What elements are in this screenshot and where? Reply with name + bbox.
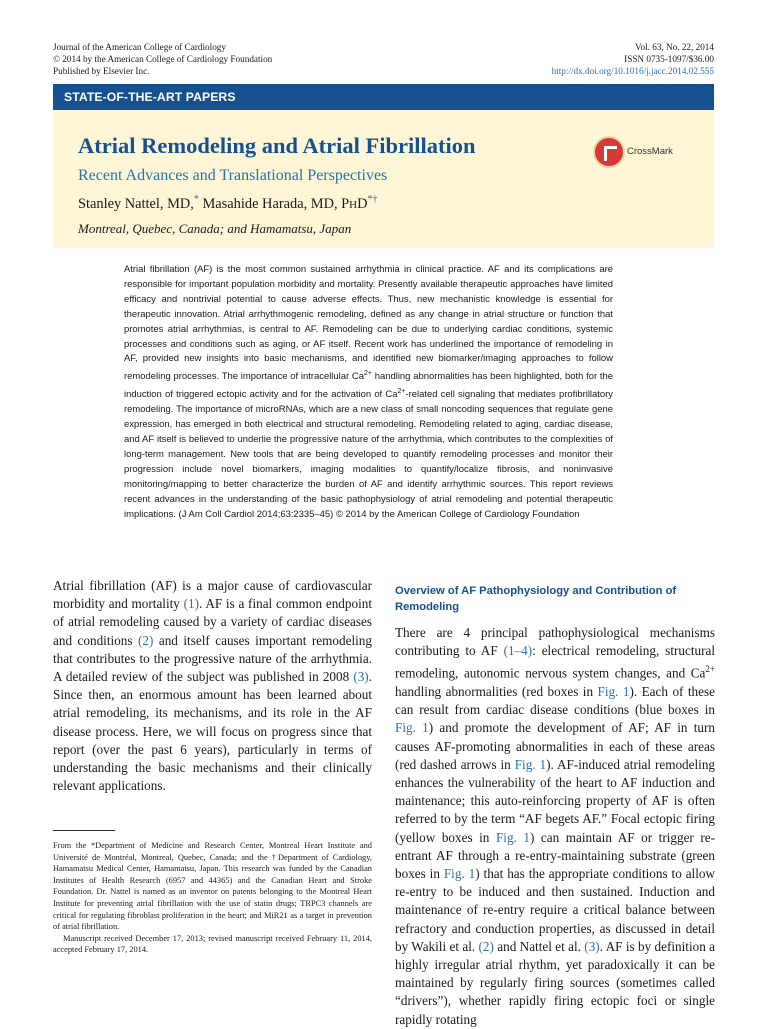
- figure-link[interactable]: Fig. 1: [514, 756, 547, 772]
- doi-link[interactable]: http://dx.doi.org/10.1016/j.jacc.2014.02.555: [551, 66, 714, 77]
- abstract-text-1: Atrial fibrillation (AF) is the most common sustained arrhythmia in clinical practice. AF and its complications are responsible for important population morbidity and mortality. Presently available therapeutic approaches have limited efficacy and nontrivial potential to cause adverse effects. Thus, new mechanistic knowledge is essential for therapeutic innovation. Atrial arrhythmogenic remodeling, defined as any change in atrial structure or function that promotes atrial arrhythmias, is central to AF. Remodeling can be due to underlying cardiac conditions, systemic processes and conditions such as aging, or AF itself. Recent work has underlined the importance of remodeling in AF, provided new insights into basic mechanisms, and identified new biomarker/imaging approaches to follow remodeling processes. The importance of intracellular Ca: [124, 264, 613, 383]
- intro-text-4: . Since then, an enormous amount has been learned about atrial remodeling, its mechanisms, and its role in the AF disease process. Here, we will focus on progress since that report (over the past 6 years), particularly in terms of understanding the basic mechanisms and their clinically relevant applications.: [53, 669, 372, 794]
- affiliation-line: Montreal, Quebec, Canada; and Hamamatsu, Japan: [78, 221, 352, 236]
- crossmark-label: CrossMark: [627, 146, 673, 157]
- abstract-citation: (J Am Coll Cardiol 2014;63:2335–45) © 2014 by the American College of Cardiology Foundation: [175, 508, 580, 520]
- section-text-9: and Nattel et al.: [493, 938, 585, 954]
- title-box: [53, 110, 714, 248]
- publisher-line: Published by Elsevier Inc.: [53, 66, 150, 77]
- section-text-10: . AF is by definition a highly irregular atrial rhythm, yet paradoxically it can be maintained by regularly firing sources (sometimes called “drivers”), whether rapidly firing ectopic foci or single rapidly rotating: [395, 938, 716, 1027]
- section-text-6: ). AF-induced atrial remodeling enhances the vulnerability of the heart to AF induction and maintenance; this auto-reinforcing property of AF is often referred to by the term “AF begets AF.” Focal ectopic firing (yellow boxes in: [395, 756, 716, 845]
- ref-link[interactable]: (3): [584, 938, 600, 954]
- ref-link[interactable]: (2): [137, 632, 154, 648]
- abstract-sup-2: 2+: [397, 388, 406, 396]
- ref-link[interactable]: (1–4): [503, 643, 533, 659]
- article-subtitle: Recent Advances and Translational Perspectives: [78, 167, 388, 184]
- section-text-8: ) that has the appropriate conditions to allow re-entry to be induced and then sustained. Induction and maintenance of re-entry require a critical balance between refractory and conduction properties, as discussed in detail by Wakili et al.: [395, 866, 715, 954]
- issue-info: [552, 41, 714, 78]
- article-title: Atrial Remodeling and Atrial Fibrillation: [78, 133, 476, 158]
- abstract: [124, 263, 613, 523]
- volume-line: Vol. 63, No. 22, 2014: [635, 42, 714, 52]
- section-paragraph: [395, 624, 715, 1029]
- section-text-7: ) can maintain AF or trigger re-entrant AF through a re-entry-maintaining substrate (green boxes in: [395, 829, 715, 882]
- abstract-sup-1: 2+: [363, 370, 372, 378]
- section-text-4: ). Each of these can result from cardiac disease conditions (blue boxes in: [395, 684, 715, 718]
- ref-link[interactable]: (2): [478, 938, 494, 954]
- footnote-affiliations: From the *Department of Medicine and Research Center, Montreal Heart Institute and Université de Montréal, Montreal, Quebec, Canada; and the †Department of Cardiology, Hamamatsu Medical Center, Hamamatsu, Japan. This research was funded by the Canadian Institutes of Health Research (6957 and 44365) and the Canadian Heart and Stroke Foundation. Dr. Nattel is named as an inventor on patents belonging to the Montreal Heart Institute for preventing atrial fibrillation with the use of statin drugs; TRPC3 channels are critical for regulating fibroblast proliferation in the heart; and MiR21 as a target in prevention of atrial fibrillation.: [53, 841, 372, 932]
- crossmark-icon: [593, 136, 625, 168]
- intro-text-1: Atrial fibrillation (AF) is a major cause of cardiovascular morbidity and mortality: [53, 578, 372, 612]
- section-sup: 2+: [705, 664, 715, 675]
- affiliation-mark-1[interactable]: *: [193, 194, 199, 206]
- journal-name: Journal of the American College of Cardiology: [53, 42, 226, 52]
- section-text-5: ) and promote the development of AF; AF in turn causes AF-promoting abnormalities in each of these areas (red dashed arrows in: [395, 720, 715, 772]
- footnote: [53, 840, 372, 956]
- author-nattel: Stanley Nattel, MD,: [78, 196, 194, 212]
- journal-header: [53, 41, 272, 78]
- abstract-text-3: -related cell signaling that mediates profibrillatory remodeling. The importance of microRNAs, which are a new class of small noncoding sequences that regulate gene expression, has emerged in both electrical and structural remodeling. Remodeling related to aging, cardiac disease, and AF itself is believed to underlie the progressive nature of the arrhythmia, which contributes to the complexities of long-term management. New tools that are being developed to quantify remodeling processes and monitor their progression include novel biomarkers, imaging modalities to quantify/localize fibrosis, and noninvasive monitoring/mapping to better characterize the burden of AF and identify arrhythmic sources. This report reviews recent advances in the understanding of the basic pathophysiology of atrial remodeling and potential therapeutic implications.: [124, 389, 613, 520]
- author-line: [78, 194, 378, 215]
- section-text-3: handling abnormalities (red boxes in: [395, 684, 598, 699]
- footnote-rule: [53, 830, 115, 831]
- figure-link[interactable]: Fig. 1: [597, 684, 630, 699]
- section-text-1: There are 4 principal pathophysiological mechanisms contributing to AF: [395, 625, 715, 659]
- ref-link[interactable]: (3): [353, 669, 369, 685]
- author-harada: Masahide Harada, MD, P: [198, 196, 350, 212]
- figure-link[interactable]: Fig. 1: [443, 866, 476, 882]
- issn-line: ISSN 0735-1097/$36.00: [624, 54, 714, 65]
- section-band: STATE-OF-THE-ART PAPERS: [53, 84, 714, 110]
- figure-link[interactable]: Fig. 1: [395, 720, 429, 736]
- abstract-text-2: handling abnormalities has been highlighted, both for the induction of triggered ectopic activity and for the activation of Ca: [124, 371, 614, 401]
- figure-link[interactable]: Fig. 1: [495, 829, 530, 845]
- intro-paragraph: [53, 577, 372, 795]
- footnote-dates: Manuscript received December 17, 2013; revised manuscript received February 11, 2014, accepted February 17, 2014.: [53, 933, 372, 955]
- ref-link[interactable]: (1): [183, 596, 200, 612]
- crossmark-badge[interactable]: [593, 134, 689, 174]
- section-text-2: : electrical remodeling, structural remodeling, autonomic nervous system changes, and Ca: [395, 643, 715, 681]
- intro-text-2: . AF is a final common endpoint of atrial remodeling caused by a variety of cardiac diseases and conditions: [53, 596, 372, 648]
- copyright-line: © 2014 by the American College of Cardiology Foundation: [53, 54, 273, 65]
- intro-text-3: and itself causes important remodeling that contributes to the progressive nature of the arrhythmia. A detailed review of the subject was published in 2008: [53, 632, 372, 685]
- affiliation-mark-2[interactable]: *†: [367, 194, 378, 206]
- author-degree-end: D: [357, 196, 368, 212]
- section-heading: Overview of AF Pathophysiology and Contribution of Remodeling: [395, 585, 677, 613]
- author-degree-smallcaps: H: [349, 199, 358, 211]
